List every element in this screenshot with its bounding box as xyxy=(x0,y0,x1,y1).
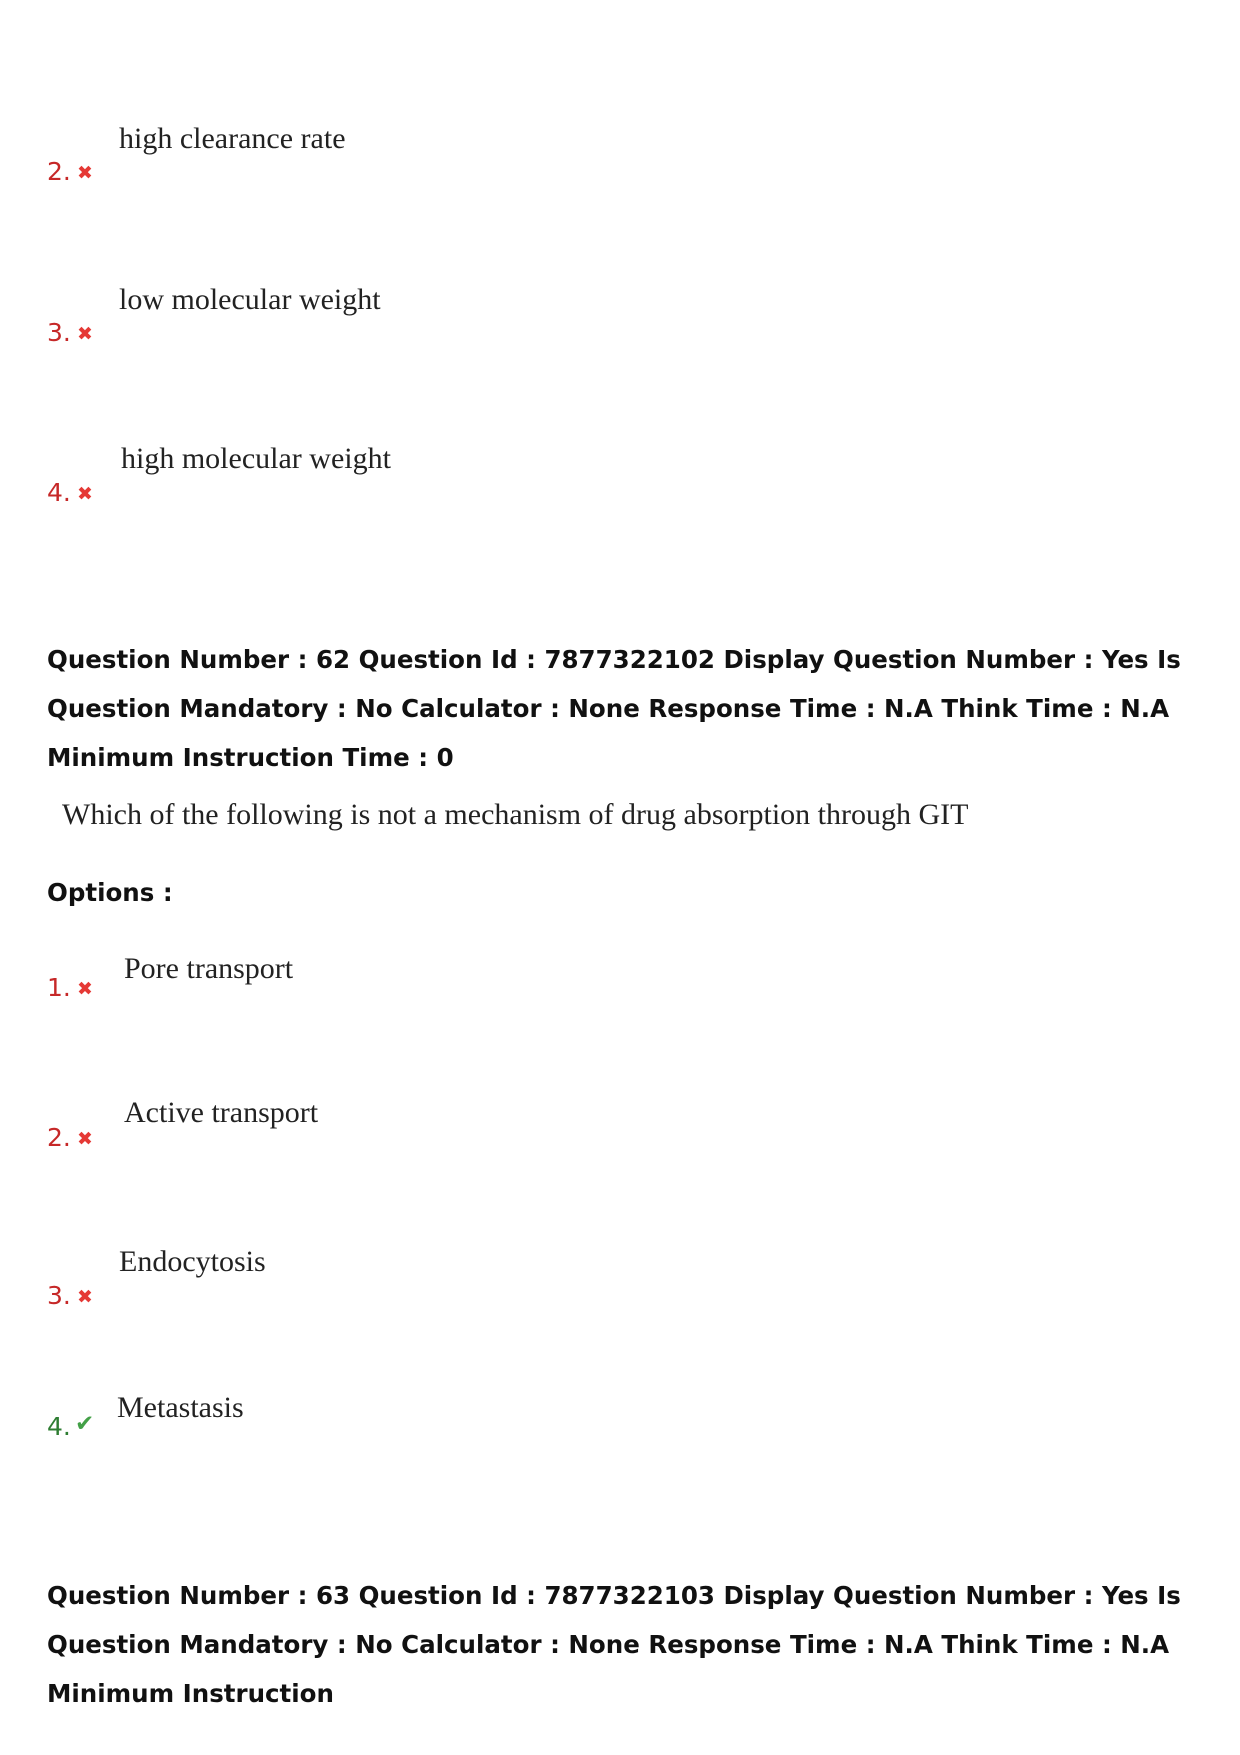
question-header: Question Number : 63 Question Id : 7877322103 Display Question Number : Yes Is Question Mandatory : No Calculator : None Response Time : N.A Think Time : N.A Minimum Instruction xyxy=(47,1581,1181,1708)
option-number: 3. xyxy=(47,318,71,347)
option-text: high molecular weight xyxy=(121,442,391,475)
options-label: Options : xyxy=(47,878,173,907)
option-number: 4. xyxy=(47,478,71,507)
option-text: low molecular weight xyxy=(119,283,381,316)
option-text: Pore transport xyxy=(124,952,294,985)
option-number: 2. xyxy=(47,1123,71,1152)
question-header: Question Number : 62 Question Id : 7877322102 Display Question Number : Yes Is Question Mandatory : No Calculator : None Response Time : N.A Think Time : N.A Minimum Instruction Time : 0 xyxy=(47,645,1181,772)
check-icon: ✔ xyxy=(75,1411,95,1437)
cross-icon: ✖ xyxy=(77,483,93,505)
option-text: Metastasis xyxy=(117,1391,244,1424)
cross-icon: ✖ xyxy=(77,1286,93,1308)
option-number: 3. xyxy=(47,1281,71,1310)
option-number: 1. xyxy=(47,973,71,1002)
cross-icon: ✖ xyxy=(77,1128,93,1150)
question-text: Which of the following is not a mechanism of drug absorption through GIT xyxy=(62,798,969,831)
cross-icon: ✖ xyxy=(77,162,93,184)
option-text: Endocytosis xyxy=(119,1245,266,1278)
option-text: Active transport xyxy=(124,1096,319,1129)
option-number: 4. xyxy=(47,1412,71,1441)
cross-icon: ✖ xyxy=(77,323,93,345)
option-text: high clearance rate xyxy=(119,122,346,155)
option-number: 2. xyxy=(47,157,71,186)
cross-icon: ✖ xyxy=(77,978,93,1000)
